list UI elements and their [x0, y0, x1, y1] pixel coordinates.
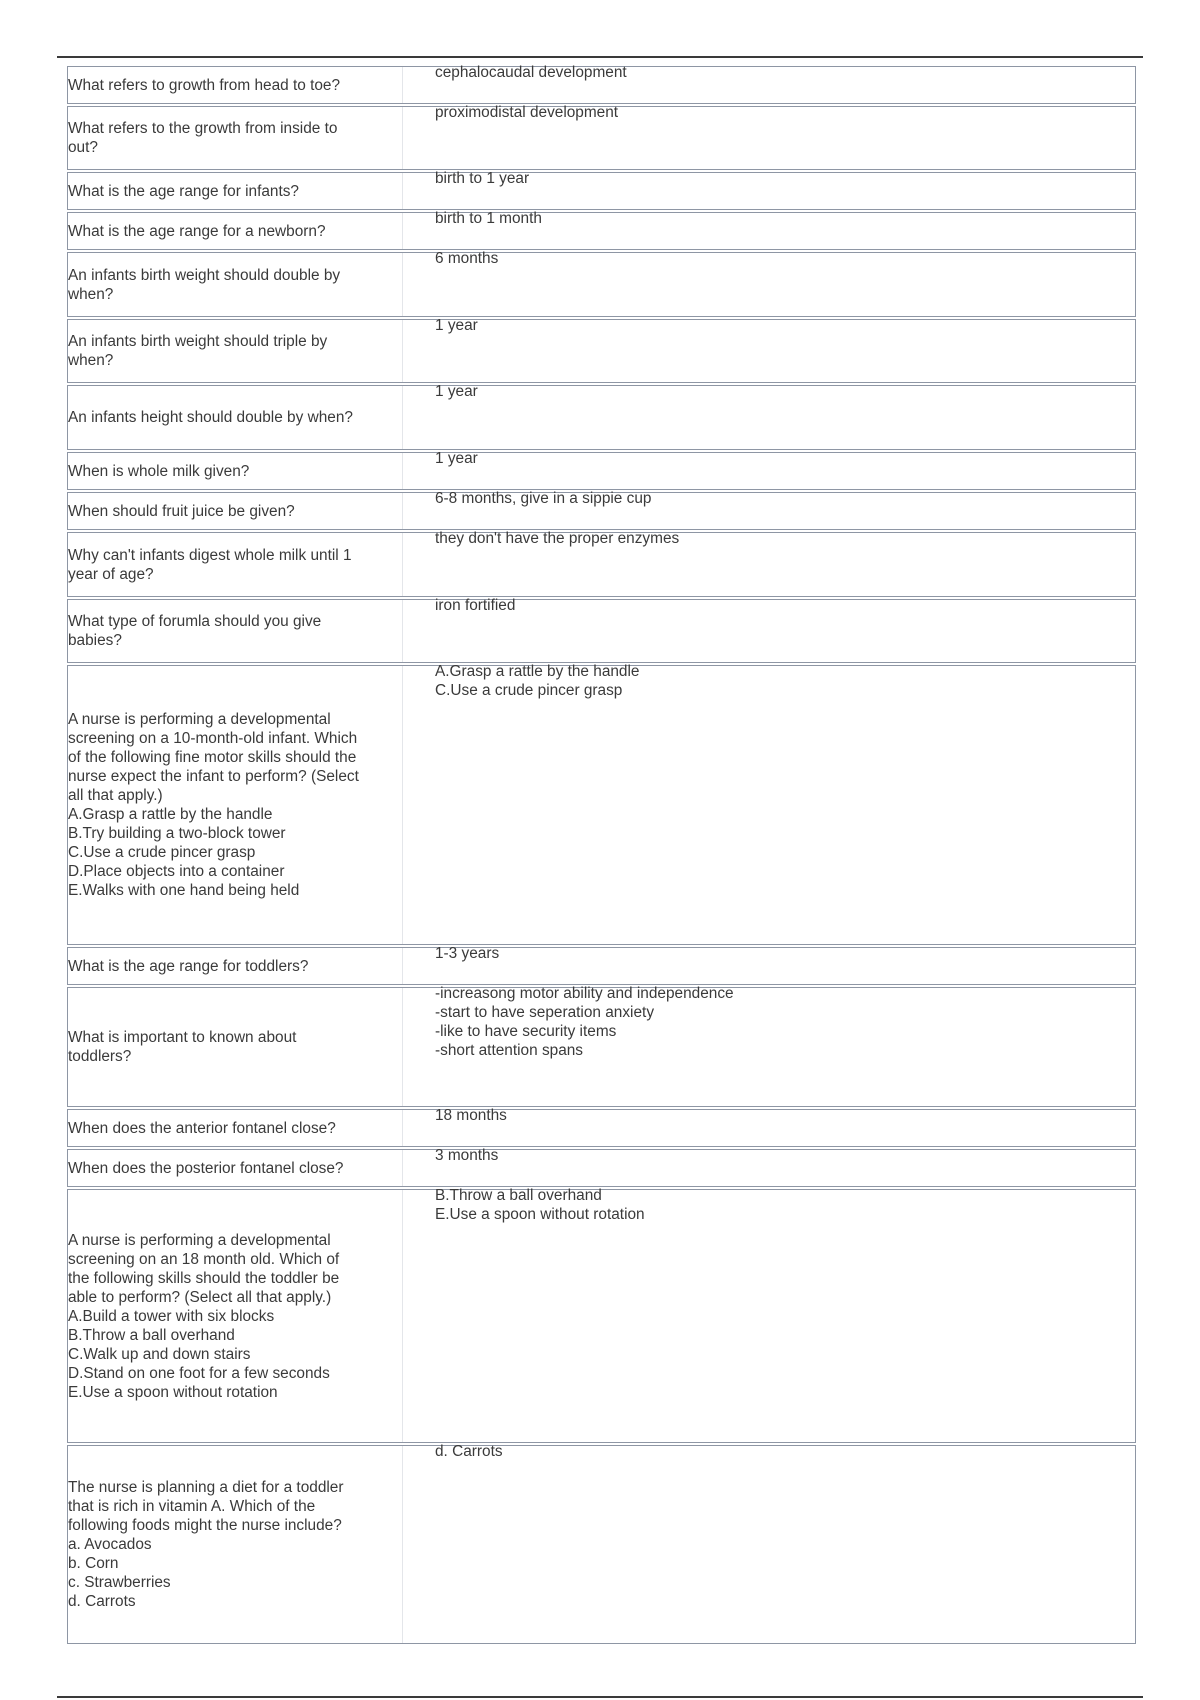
card-row: [67, 1149, 1136, 1187]
card-row: [67, 947, 1136, 985]
term-cell: [68, 107, 403, 169]
definition-cell: [403, 450, 1135, 489]
term-text: What is important to known about toddlers?: [68, 1029, 297, 1065]
card-row: [67, 212, 1136, 250]
definition-text: 1 year: [435, 450, 478, 467]
card-row: [67, 1189, 1136, 1443]
term-cell: [68, 1150, 403, 1186]
definition-text: 1 year: [435, 317, 478, 334]
top-rule: [57, 56, 1143, 58]
term-cell: [68, 988, 403, 1106]
definition-cell: [403, 250, 1135, 316]
definition-text: 1-3 years: [435, 945, 500, 962]
term-cell: [68, 600, 403, 662]
term-text: A nurse is performing a developmental screening on an 18 month old. Which of the following skills should the toddler be able to perform? (Select all that apply.) A.Build a tower with six blocks B.Throw a ball overhand C.Walk up and down stairs D.Stand on one foot for a few seconds E.Use a spoon without rotation: [68, 1231, 340, 1401]
card-row: [67, 1445, 1136, 1644]
definition-cell: [403, 597, 1135, 662]
term-text: An infants birth weight should triple by when?: [68, 333, 328, 369]
card-row: [67, 452, 1136, 490]
definition-cell: [403, 210, 1135, 249]
term-cell: [68, 320, 403, 382]
definition-text: birth to 1 year: [435, 170, 530, 187]
card-row: [67, 385, 1136, 450]
definition-cell: [403, 530, 1135, 596]
term-text: What is the age range for toddlers?: [68, 957, 309, 975]
definition-cell: [403, 64, 1135, 103]
definition-cell: [403, 985, 1135, 1106]
card-row: [67, 66, 1136, 104]
term-cell: [68, 213, 403, 249]
definition-cell: [403, 1147, 1135, 1186]
term-text: A nurse is performing a developmental screening on a 10-month-old infant. Which of the following fine motor skills should the nurse expect the infant to perform? (Select all that apply.) A.Grasp a rattle by the handle B.Try building a two-block tower C.Use a crude pincer grasp D.Place objects into a container E.Walks with one hand being held: [68, 711, 359, 899]
definition-text: cephalocaudal development: [435, 64, 627, 81]
term-cell: [68, 533, 403, 596]
card-row: [67, 106, 1136, 170]
definition-text: proximodistal development: [435, 104, 619, 121]
definition-text: they don't have the proper enzymes: [435, 530, 680, 547]
definition-cell: [403, 1187, 1135, 1442]
card-row: [67, 172, 1136, 210]
term-text: What refers to the growth from inside to out?: [68, 120, 338, 156]
card-row: [67, 532, 1136, 597]
term-cell: [68, 173, 403, 209]
definition-cell: [403, 104, 1135, 169]
definition-text: 6-8 months, give in a sippie cup: [435, 490, 652, 507]
term-cell: [68, 1110, 403, 1146]
definition-cell: [403, 945, 1135, 984]
term-cell: [68, 493, 403, 529]
definition-cell: [403, 317, 1135, 382]
term-cell: [68, 453, 403, 489]
definition-cell: [403, 383, 1135, 449]
term-cell: [68, 666, 403, 944]
term-text: When is whole milk given?: [68, 462, 250, 480]
term-cell: [68, 948, 403, 984]
definition-cell: [403, 1107, 1135, 1146]
card-row: [67, 665, 1136, 945]
definition-cell: [403, 1443, 1135, 1643]
term-text: An infants height should double by when?: [68, 409, 353, 426]
term-text: What is the age range for a newborn?: [68, 222, 326, 240]
card-row: [67, 599, 1136, 663]
term-cell: [68, 67, 403, 103]
term-cell: [68, 1190, 403, 1442]
term-text: When does the posterior fontanel close?: [68, 1159, 344, 1177]
definition-text: iron fortified: [435, 597, 516, 614]
definition-text: -increasong motor ability and independence -start to have seperation anxiety -like to have security items -short attention spans: [435, 985, 734, 1059]
term-text: What type of forumla should you give babies?: [68, 613, 322, 649]
card-row: [67, 492, 1136, 530]
term-text: What is the age range for infants?: [68, 182, 299, 200]
term-text: What refers to growth from head to toe?: [68, 76, 341, 94]
definition-cell: [403, 663, 1135, 944]
term-text: The nurse is planning a diet for a toddler that is rich in vitamin A. Which of the following foods might the nurse include? a. Avocados b. Corn c. Strawberries d. Carrots: [68, 1479, 344, 1610]
term-cell: [68, 386, 403, 449]
definition-text: A.Grasp a rattle by the handle C.Use a crude pincer grasp: [435, 663, 640, 699]
definition-text: B.Throw a ball overhand E.Use a spoon without rotation: [435, 1187, 645, 1223]
definition-text: 6 months: [435, 250, 499, 267]
bottom-rule: [57, 1696, 1143, 1698]
definition-text: 1 year: [435, 383, 478, 400]
term-text: When does the anterior fontanel close?: [68, 1119, 336, 1137]
definition-text: 18 months: [435, 1107, 507, 1124]
term-cell: [68, 1446, 403, 1643]
definition-cell: [403, 170, 1135, 209]
card-row: [67, 1109, 1136, 1147]
card-row: [67, 252, 1136, 317]
flashcard-table: [67, 66, 1136, 1646]
definition-text: 3 months: [435, 1147, 499, 1164]
term-text: When should fruit juice be given?: [68, 502, 295, 520]
term-text: An infants birth weight should double by when?: [68, 266, 341, 303]
definition-text: birth to 1 month: [435, 210, 542, 227]
definition-text: d. Carrots: [435, 1443, 503, 1460]
definition-cell: [403, 490, 1135, 529]
card-row: [67, 987, 1136, 1107]
term-cell: [68, 253, 403, 316]
card-row: [67, 319, 1136, 383]
term-text: Why can't infants digest whole milk until 1 year of age?: [68, 546, 352, 583]
